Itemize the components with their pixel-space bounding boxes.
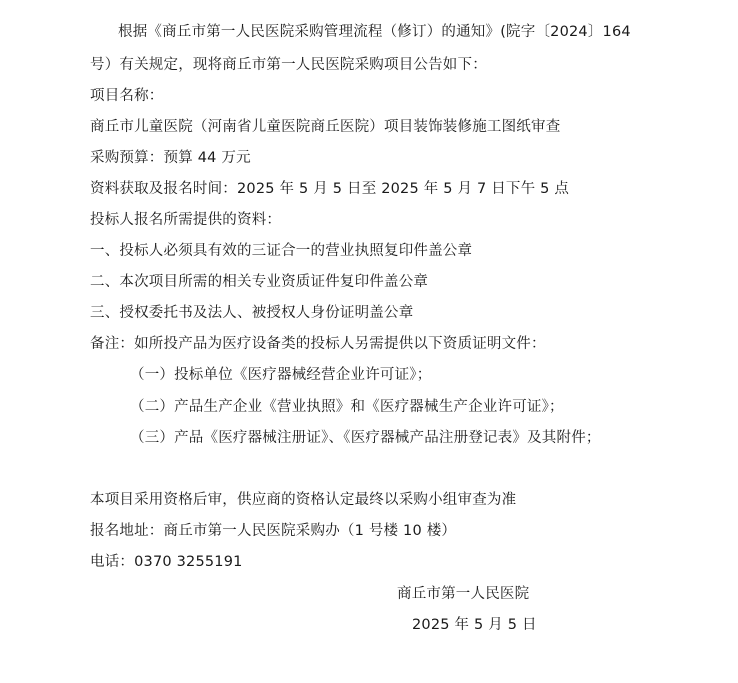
remark: 备注：如所投产品为医疗设备类的投标人另需提供以下资质证明文件： (90, 336, 546, 352)
intro-line-2: 号）有关规定，现将商丘市第一人民医院采购项目公告如下： (90, 57, 487, 73)
signature-org: 商丘市第一人民医院 (397, 586, 530, 602)
registration-time: 资料获取及报名时间：2025 年 5 月 5 日至 2025 年 5 月 7 日下午 5 点 (90, 181, 570, 197)
materials-heading: 投标人报名所需提供的资料： (90, 212, 282, 228)
signature-date: 2025 年 5 月 5 日 (412, 617, 537, 633)
budget: 采购预算：预算 44 万元 (90, 150, 251, 166)
project-name-label: 项目名称： (90, 88, 164, 104)
contact-phone: 电话：0370 3255191 (90, 554, 243, 570)
registration-address: 报名地址：商丘市第一人民医院采购办（1 号楼 10 楼） (90, 523, 457, 539)
remark-item-1: （一）投标单位《医疗器械经营企业许可证》； (130, 367, 432, 383)
remark-item-2: （二）产品生产企业《营业执照》和《医疗器械生产企业许可证》； (130, 399, 564, 415)
intro-line-1: 根据《商丘市第一人民医院采购管理流程（修订）的通知》(院字〔2024〕164 (118, 24, 631, 40)
materials-item-1: 一、投标人必须具有效的三证合一的营业执照复印件盖公章 (90, 243, 473, 259)
materials-item-3: 三、授权委托书及法人、被授权人身份证明盖公章 (90, 305, 414, 321)
remark-item-3: （三）产品《医疗器械注册证》、《医疗器械产品注册登记表》及其附件； (130, 430, 601, 446)
materials-item-2: 二、本次项目所需的相关专业资质证件复印件盖公章 (90, 274, 429, 290)
project-name: 商丘市儿童医院（河南省儿童医院商丘医院）项目装饰装修施工图纸审查 (90, 119, 561, 135)
review-note: 本项目采用资格后审，供应商的资格认定最终以采购小组审查为准 (90, 492, 517, 508)
